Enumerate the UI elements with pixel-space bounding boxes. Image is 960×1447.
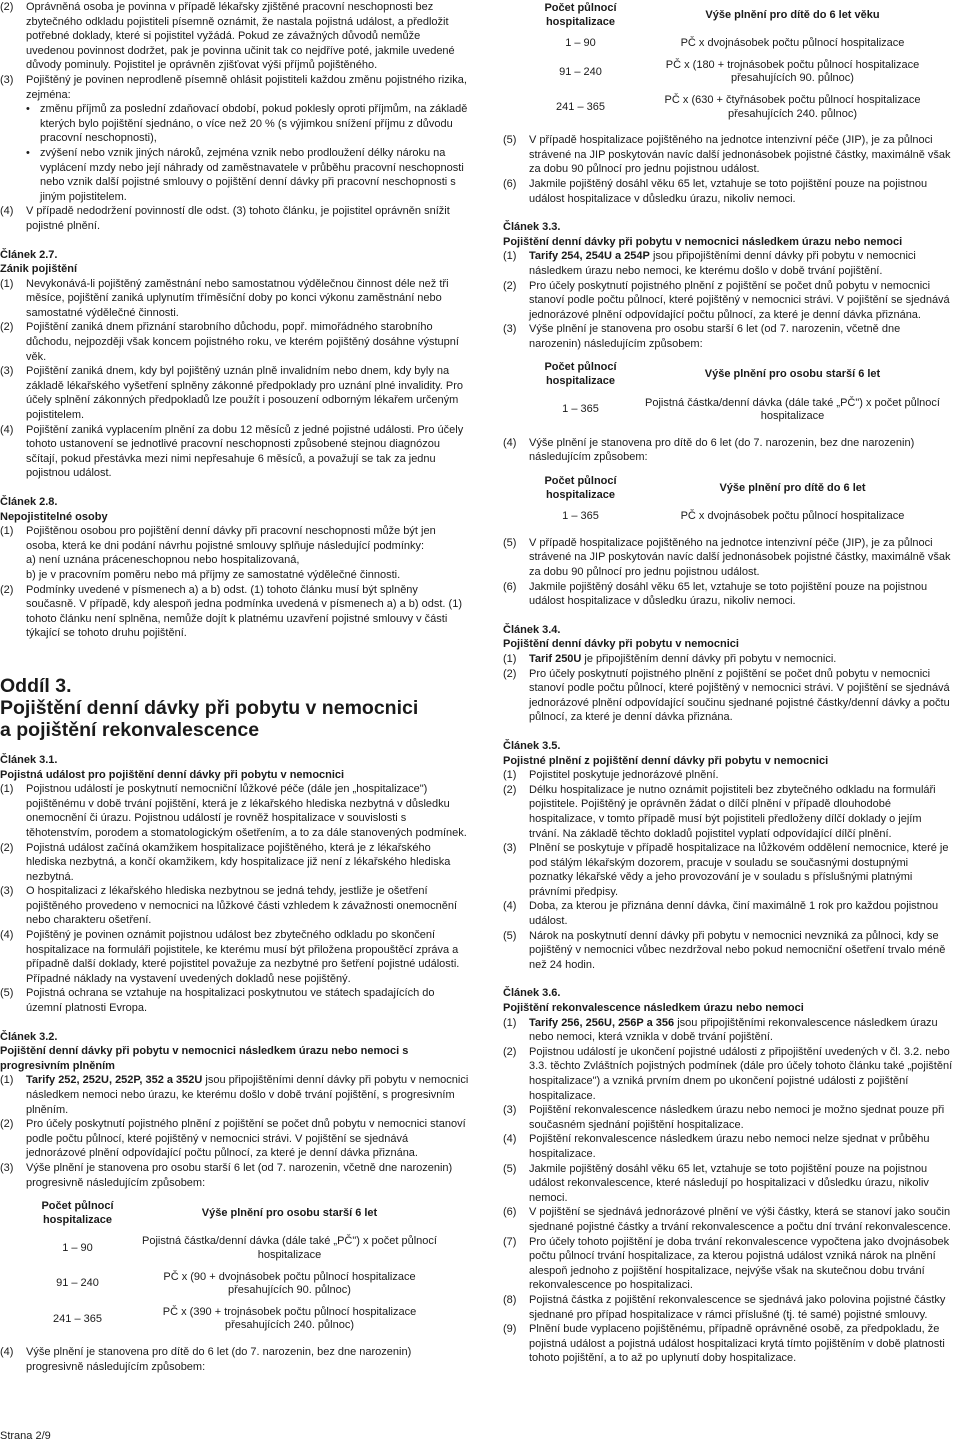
article-heading: Článek 3.3. (503, 221, 561, 234)
table-row: 91 – 240 PČ x (180 + trojnásobek počtu půlnocí hospitalizace přesahujících 90. půlnoc) (559, 58, 920, 85)
paragraph: (1) Pojistitel poskytuje jednorázové plnění. (503, 769, 719, 782)
table-header: Výše plnění pro osobu starší 6 let (201, 1206, 378, 1219)
benefit-table (529, 0, 953, 125)
article-title: Nepojistitelné osoby (0, 510, 108, 523)
paragraph: (7) Pro účely tohoto pojištění je doba trvání rekonvalescence vypočtena jako dvojnásobek počtu půlnocí trvání hospitalizace, za kterou pojistná událost vzniká nárok na plnění alespoň jednoho z pojištění hospitalizace, nejvýše však na skutečnou dobu trvání rekonvalescence po hospitalizaci. (503, 1235, 950, 1292)
paragraph: (2) Pro účely poskytnutí pojistného plnění z pojištění se počet dnů pobytu v nemocnici stanoví podle počtu půlnocí, které pojištěný v nemocnici strávi. V pojištění se sjednává jednorázové plnění odpovídající počtu půlnocí, za které je denní dávka přiznána. (503, 279, 950, 321)
benefit-table (26, 1198, 450, 1337)
paragraph: (4) Výše plnění je stanovena pro dítě do 6 let (do 7. narozenin, bez dne narozenin) progresivně následujícím způsobem: (0, 1345, 412, 1373)
paragraph: (2) Podmínky uvedené v písmenech a) a b) odst. (1) tohoto článku musí být splněny současně. V případě, kdy alespoň jedna podmínka uvedená v písmenech a) a b) odst. (1) tohoto článku není splněna, nemůže dojít k platnému uzavření pojistné smlouvy v části týkající se tohoto druhu pojištění. (0, 583, 462, 640)
table-header: Počet půlnocí hospitalizace (41, 1200, 114, 1226)
paragraph: (4) Doba, za kterou je přiznána denní dávka, činí maximálně 1 rok pro každou pojistnou událost. (503, 900, 939, 928)
table-row: 241 – 365 PČ x (630 + čtyřnásobek počtu půlnocí hospitalizace přesahujících 240. půlnoc) (556, 93, 921, 120)
list-item: • zvýšení nebo vznik jiných nároků, zejména vznik nebo prodloužení délky nároku na vyplácení mzdy nebo její náhrady od zaměstnavatele v průběhu pracovní neschopnosti nebo vznik další pojistné smlouvy o pojištění denní dávky při pracovní neschopnosti s jiným pojistitelem. (26, 146, 464, 203)
paragraph: (1) Tarify 256, 256U, 256P a 356 jsou připojištěními rekonvalescence následkem úrazu nebo nemoci, která vznikla v době trvání pojištění. (503, 1016, 938, 1044)
paragraph: (1) Nevykonává-li pojištěný zaměstnání nebo samostatnou výdělečnou činnost déle než tři měsíce, pojištění zaniká uplynutím tříměsíční doby po konci výkonu zaměstnání nebo samostatné výdělečné činnosti. (0, 277, 449, 319)
paragraph: (5) Pojistná ochrana se vztahuje na hospitalizaci poskytnutou ve státech spadajících do územní platnosti Evropa. (0, 987, 435, 1015)
paragraph: (5) Jakmile pojištěný dosáhl věku 65 let, vztahuje se toto pojištění pouze na pojistnou událost rekonvalescence, které následují po hospitalizaci v důsledku úrazu, nikoliv nemoci. (503, 1162, 929, 1204)
paragraph: (1) Tarify 252, 252U, 252P, 352 a 352U jsou připojištěními denní dávky při pobytu v nemocnici následkem nemoci nebo úrazu, ke kterému došlo v době trvání pojištění, s progresivním plněním. (0, 1074, 469, 1116)
paragraph: (3) Plnění se poskytuje v případě hospitalizace na lůžkovém oddělení nemocnice, které je pod stálým lékařským dozorem, pracuje v souladu se současnými dostupnými poznatky lékařské vědy a jeho provozování je v souladu s příslušnými platnými právními předpisy. (503, 842, 949, 898)
paragraph: (2) Pro účely poskytnutí pojistného plnění z pojištění se počet dnů pobytu v nemocnici stanoví podle počtu půlnocí, které pojištěný v nemocnici strávi. V pojištění se sjednává jednorázové plnění odpovídající počtu půlnocí, za které je denní dávka přiznána. (0, 1118, 466, 1160)
paragraph: (1) Tarify 254, 254U a 254P jsou připojištěními denní dávky při pobytu v nemocnici následkem úrazu nebo nemoci, ke kterému došlo v době trvání pojištění. (503, 250, 916, 277)
paragraph: (5) V případě hospitalizace pojištěného na jednotce intenzivní péče (JIP), je za půlnoci strávené na JIP poskytován navíc další jednonásobek pojistné částky, maximálně však za dobu 90 půlnocí pro jednu pojistnou událost. (503, 536, 951, 578)
paragraph: (3) O hospitalizaci z lékařského hlediska nezbytnou se jedná tehdy, jestliže je ošetření pojištěného provedeno v nemocnici na lůžkové části vzhledem k závažnosti onemocnění nebo charakteru ošetření. (0, 885, 458, 927)
paragraph: (2) Pojištění zaniká dnem přiznání starobního důchodu, popř. mimořádného starobního důchodu, nejpozději však koncem pojistného roku, ve kterém pojištěný dosáhne výstupní věk. (0, 321, 459, 363)
paragraph: (3) Výše plnění je stanovena pro osobu starší 6 let (od 7. narozenin, včetně dne narozenin) následujícím způsobem: (503, 323, 901, 350)
paragraph: (3) Pojištění rekonvalescence následkem úrazu nebo nemoci je možno sjednat pouze při současném sjednání pojištění hospitalizace. (503, 1104, 945, 1131)
article-title: Zánik pojištění (0, 263, 78, 276)
article-title: Pojištění denní dávky při pobytu v nemocnici následkem úrazu nebo nemoci (503, 235, 903, 248)
article-heading: Článek 3.2. (0, 1030, 58, 1043)
benefit-table (529, 473, 953, 528)
article-heading: Článek 3.4. (503, 623, 561, 636)
table-row: 1 – 90 Pojistná částka/denní dávka (dále také „PČ") x počet půlnocí hospitalizace (62, 1235, 437, 1261)
sub-item: b) je v pracovním poměru nebo má příjmy ze samostatné výdělečné činnosti. (26, 568, 401, 581)
table-header: Počet půlnocí hospitalizace (544, 2, 617, 28)
paragraph: (4) V případě nedodržení povinností dle odst. (3) tohoto článku, je pojistitel oprávněn snížit pojistné plnění. (0, 205, 450, 232)
paragraph: (2) Pojistná událost začíná okamžikem hospitalizace pojištěného, která je z lékařského hlediska nezbytná, a končí okamžikem, kdy hospitalizace již není z lékařského hlediska nezbytná. (0, 841, 451, 883)
paragraph: (6) V pojištění se sjednává jednorázové plnění ve výši částky, která se stanoví jako součin sjednané pojistné částky a trvání rekonvalescence a počtu dní trvání rekonvalescence. (503, 1206, 951, 1233)
paragraph: (4) Pojištěný je povinen oznámit pojistnou událost bez zbytečného odkladu po skončení hospitalizace na formuláři pojistitele, ke kterému musí být přiložena propouštěcí zpráva a případně další doklady, které pojistitel považuje za nezbytné pro šetření pojistné události. Případné náklady na vystavení uvedených dokladů nese pojištěný. (0, 929, 460, 985)
table-row: 241 – 365 PČ x (390 + trojnásobek počtu půlnocí hospitalizace přesahujících 240. půlnoc) (53, 1305, 417, 1332)
paragraph: (6) Jakmile pojištěný dosáhl věku 65 let, vztahuje se toto pojištění pouze na pojistnou událost hospitalizace v důsledku úrazu, nikoliv nemoci. (503, 177, 928, 205)
table-row: 1 – 365 PČ x dvojnásobek počtu půlnocí hospitalizace (562, 510, 905, 523)
table-header: Výše plnění pro osobu starší 6 let (704, 368, 881, 381)
paragraph: (2) Oprávněná osoba je povinna v případě lékařsky zjištěné pracovní neschopnosti bez zbytečného odkladu pojistiteli písemně oznámit, že nastala pojistná událost, a předložit potřebné doklady, které si pojistitel vyžádá. Pokud ze závažných důvodů nemůže uvedenou povinnost dodržet, pak je povinna učinit tak co nejdříve poté, jakmile uvedené důvody pominuly. Pojistitel je oprávněn zjišťovat výši příjmů pojištěného. (0, 1, 455, 72)
paragraph: (8) Pojistná částka z pojištění rekonvalescence se sjednává jako polovina pojistné částky sjednané pro případ hospitalizace v rámci příslušné (tj. té samé) pojistné smlouvy. (503, 1293, 946, 1321)
right-column (503, 0, 953, 1366)
article-heading: Článek 2.7. (0, 248, 58, 261)
left-column (0, 0, 470, 1374)
table-header: Počet půlnocí hospitalizace (544, 475, 617, 501)
bullet-icon: • (26, 146, 30, 159)
article-title: Pojistné plnění z pojištění denní dávky při pobytu v nemocnici (503, 754, 829, 767)
paragraph: (1) Tarif 250U je připojištěním denní dávky při pobytu v nemocnici. (503, 652, 837, 665)
table-row: 91 – 240 PČ x (90 + dvojnásobek počtu půlnocí hospitalizace přesahujících 90. půlnoc) (56, 1270, 416, 1297)
paragraph: (4) Pojištění zaniká vyplacením plnění za dobu 12 měsíců z jedné pojistné události. Pro účely tohoto ustanovení se jednotlivé pracovní neschopnosti způsobené stejnou diagnózou sčítají, pokud přestávka mezi nimi nepřesahuje 6 měsíců, a považují se tak za jednu pojistnou událost. (0, 423, 464, 480)
table-header: Výše plnění pro dítě do 6 let (719, 481, 866, 494)
paragraph: (3) Výše plnění je stanovena pro osobu starší 6 let (od 7. narozenin, včetně dne narozenin) progresivně následujícím způsobem: (0, 1161, 453, 1189)
paragraph: (4) Pojištění rekonvalescence následkem úrazu nebo nemoci nelze sjednat v průběhu hospitalizace. (503, 1133, 930, 1160)
table-header: Výše plnění pro dítě do 6 let věku (705, 8, 880, 21)
article-title: Pojištění denní dávky při pobytu v nemocnici (503, 638, 739, 651)
paragraph: (6) Jakmile pojištěný dosáhl věku 65 let, vztahuje se toto pojištění pouze na pojistnou událost hospitalizace v důsledku úrazu, nikoliv nemoci. (503, 580, 928, 608)
paragraph: (2) Pojistnou událostí je ukončení pojistné události z připojištění uvedených v čl. 3.2. nebo 3.3. těchto Zvláštních pojistných podmínek (dále pro účely tohoto článku také „pojištění hospitalizace") a vzniká prvním dnem po ukončení pojistné události z pojištění hospitalizace. (503, 1045, 953, 1102)
article-heading: Článek 3.5. (503, 739, 561, 752)
sub-item: a) není uznána práceneschopnou nebo hospitalizovaná, (26, 554, 300, 567)
paragraph: (4) Výše plnění je stanovena pro dítě do 6 let (do 7. narozenin, bez dne narozenin) následujícím způsobem: (503, 436, 915, 464)
section-heading: Oddíl 3. Pojištění denní dávky při pobytu v nemocnici a pojištění rekonvalescence (0, 674, 419, 741)
list-item: • změnu příjmů za poslední zdaňovací období, pokud poklesly oproti příjmům, na základě kterých bylo pojištění sjednáno, o více než 20 % (s výjimkou snížení příjmu z důvodu pracovní neschopnosti), (26, 103, 468, 145)
paragraph: (5) V případě hospitalizace pojištěného na jednotce intenzivní péče (JIP), je za půlnoci strávené na JIP poskytován navíc další jednonásobek pojistné částky, maximálně však za dobu 90 půlnocí pro jednu pojistnou událost. (503, 134, 951, 176)
table-row: 1 – 90 PČ x dvojnásobek počtu půlnocí hospitalizace (565, 37, 905, 50)
article-title: Pojištění rekonvalescence následkem úrazu nebo nemoci (503, 1002, 804, 1015)
article-title: Pojištění denní dávky při pobytu v nemocnici následkem úrazu nebo nemoci s progresivním plněním (0, 1045, 409, 1072)
paragraph: (1) Pojištěnou osobou pro pojištění denní dávky při pracovní neschopnosti může být jen osoba, která ke dni podání návrhu pojistné smlouvy splňuje následující podmínky: (0, 525, 436, 552)
paragraph: (1) Pojistnou událostí je poskytnutí nemocniční lůžkové péče (dále jen „hospitalizace") pojištěnému v době trvání pojištění, která je z lékařského hlediska nezbytná v důsledku onemocnění či úrazu. Pojistnou událostí je rovněž hospitalizace v souvislosti s těhotenstvím, porodem a stomatologickým ošetřením, a to za dále stanovených podmínek. (0, 783, 467, 839)
table-row: 1 – 365 Pojistná částka/denní dávka (dále také „PČ") x počet půlnocí hospitalizace (562, 396, 940, 423)
page-number: Strana 2/9 (0, 1430, 51, 1442)
article-heading: Článek 3.1. (0, 753, 58, 766)
paragraph: (3) Pojištěný je povinen neprodleně písemně ohlásit pojistiteli každou změnu pojistného rizika, zejména: (0, 73, 467, 101)
paragraph: (9) Plnění bude vyplaceno pojištěnému, případně oprávněné osobě, za předpokladu, že pojistná událost a pojistná událost hospitalizaci krytá tímto pojištěním v době platnosti tohoto pojištění, a to až po uplynutí doby hospitalizace. (503, 1323, 945, 1365)
article-title: Pojistná událost pro pojištění denní dávky při pobytu v nemocnici (0, 768, 345, 781)
article-heading: Článek 3.6. (503, 987, 561, 1000)
benefit-table (529, 359, 953, 427)
paragraph: (2) Délku hospitalizace je nutno oznámit pojistiteli bez zbytečného odkladu na formuláři pojistitele. Pojištěný je oprávněn žádat o dílčí plnění v případě dlouhodobé hospitalizace, v tomto případě musí být pojistiteli předloženy dílčí doklady o jejím trvání. Na základě těchto dokladů pojistitel vyplatí odpovídající dílčí plnění. (503, 783, 936, 840)
article-heading: Článek 2.8. (0, 496, 58, 508)
bullet-icon: • (26, 103, 30, 116)
paragraph: (5) Nárok na poskytnutí denní dávky při pobytu v nemocnici nevzniká za půlnoci, kdy se pojištěný v nemocnici vůbec nezdržoval nebo pokud nemocniční ošetření trvalo méně než 24 hodin. (503, 929, 946, 971)
table-header: Počet půlnocí hospitalizace (544, 361, 617, 388)
paragraph: (2) Pro účely poskytnutí pojistného plnění z pojištění se počet dnů pobytu v nemocnici stanoví podle počtu půlnocí, které pojištěný v nemocnici strávi. V pojištění se sjednává jednorázové plnění odpovídající součinu sjednané pojistné částky/denní dávky a počtu půlnocí, za které je denní dávka přiznána. (503, 667, 950, 724)
paragraph: (3) Pojištění zaniká dnem, kdy byl pojištěný uznán plně invalidním nebo dnem, kdy byly na základě lékařského vyšetření splněny zákonné předpoklady pro uznání plné invalidity. Pro účely splnění zákonných předpokladů lze použít i posouzení odborným lékařem určeným pojistitelem. (0, 365, 463, 422)
